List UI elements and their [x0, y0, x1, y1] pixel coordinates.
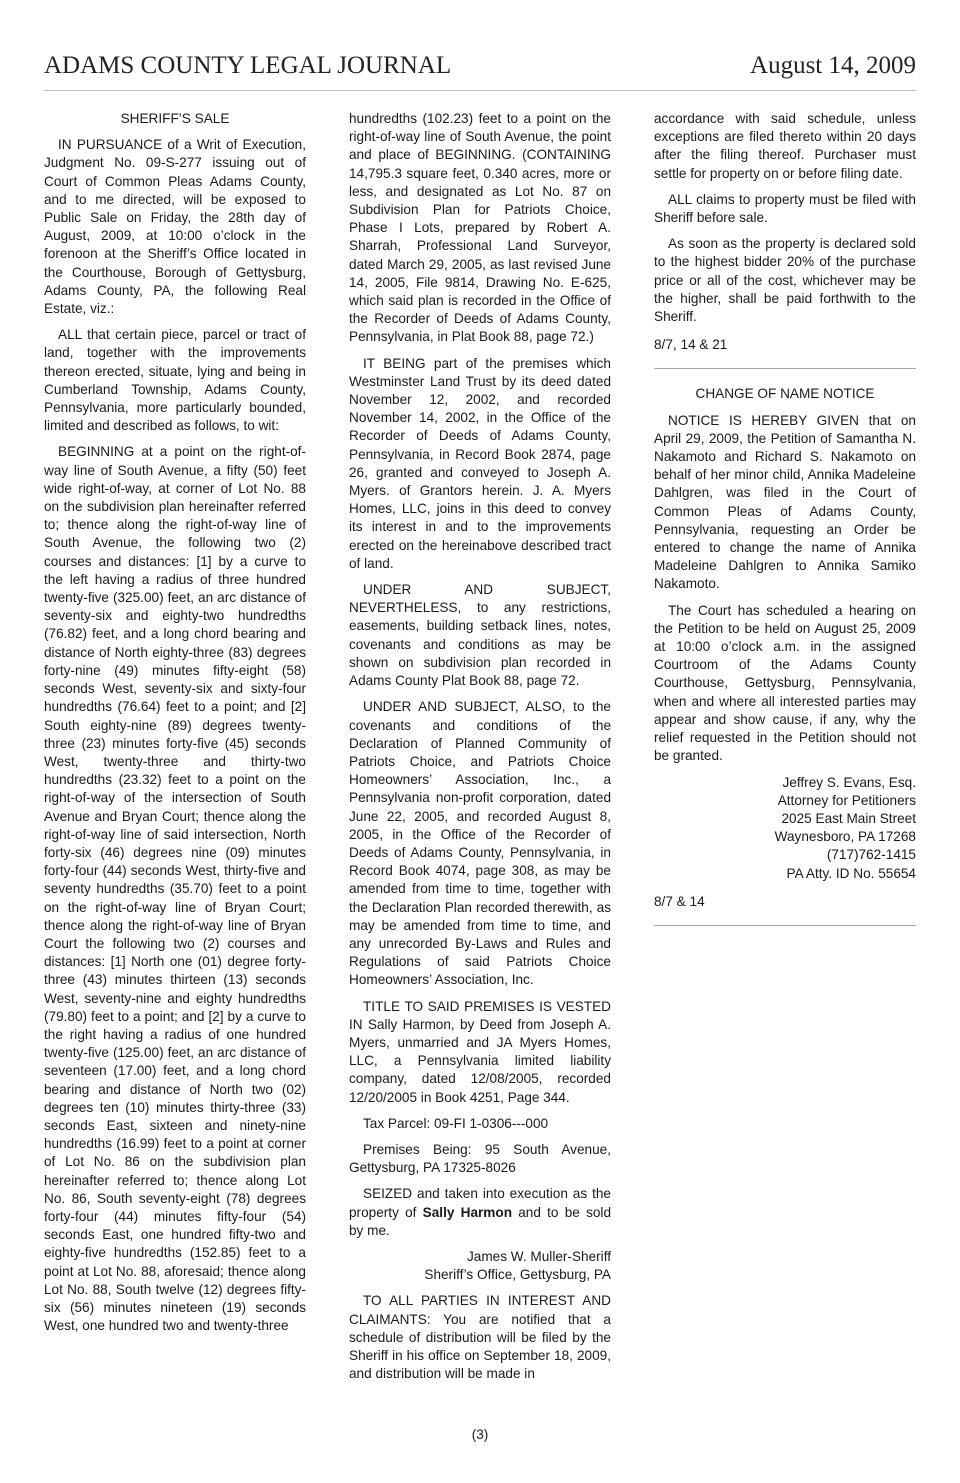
masthead-divider [44, 90, 916, 91]
sheriff-sale-paragraph-13: As soon as the property is declared sold to the highest bidder 20% of the purchase price or all of the cost, whichever may be the higher, shall be paid forthwith to the Sheriff. [654, 236, 916, 325]
column-3 [654, 110, 916, 942]
name-change-heading: CHANGE OF NAME NOTICE [695, 386, 875, 402]
sheriff-sale-paragraph-2: ALL that certain piece, parcel or tract of land, together with the improvements thereon erected, situate, lying and being in Cumberland Township, Adams County, Pennsylvania, more particularly bounded, limited and described as follows, to wit: [44, 327, 306, 434]
sheriff-sale-paragraph-7: TITLE TO SAID PREMISES IS VESTED IN Sally Harmon, by Deed from Joseph A. Myers, unmarried and JA Myers Homes, LLC, a Pennsylvania limited liability company, dated 12/08/2005, recorded 12/20/2005 in Book 4251, Page 344. [349, 998, 611, 1105]
defendant-name: Sally Harmon [422, 1204, 513, 1220]
claimants-notice-part-1: TO ALL PARTIES IN INTEREST AND CLAIMANTS: You are notified that a schedule of distribution will be filed by the Sheriff in his office on September 18, 2009, and distribution will be made in [349, 1293, 611, 1382]
sheriff-sale-paragraph-1: IN PURSUANCE of a Writ of Execution, Judgment No. 09-S-277 issuing out of Court of Common Pleas Adams County, and to me directed, will be exposed to Public Sale on Friday, the 28th day of August, 2009, at 10:00 o’clock in the forenoon at the Sheriff’s Office located in the Courthouse, Borough of Gettysburg, Adams County, PA, the following Real Estate, viz.: [44, 137, 306, 317]
sheriff-sale-paragraph-4: IT BEING part of the premises which Westminster Land Trust by its deed dated November 12, 2002, and recorded November 14, 2002, in the Office of the Recorder of Deeds of Adams County, Pennsylvania, in Record Book 2874, page 26, granted and conveyed to Joseph A. Myers. of Grantors herein. J. A. Myers Homes, LLC, joins in this deed to convey its interest in and to the improvements erected on the hereinabove described tract of land. [349, 355, 611, 571]
masthead [44, 52, 916, 80]
name-change-paragraph-1: NOTICE IS HEREBY GIVEN that on April 29, 2009, the Petition of Samantha N. Nakamoto and Richard S. Nakamoto on behalf of her minor child, Annika Madeleine Dahlgren, was filed in the Court of Common Pleas of Adams County, Pennsylvania, requesting an Order be entered to change the name of Annika Madeleine Dahlgren to Annika Samiko Nakamoto. [654, 412, 916, 592]
attorney-line: Waynesboro, PA 17268 [774, 829, 916, 845]
end-divider [654, 925, 916, 926]
issue-date: August 14, 2009 [750, 52, 916, 79]
sheriff-sale-run-dates: 8/7, 14 & 21 [654, 337, 728, 353]
legal-description-part-1: BEGINNING at a point on the right-of-way line of South Avenue, a fifty (50) feet wide right-of-way, at corner of Lot No. 88 on the subdivision plan hereinafter referred to; thence along the right-of-way line of South Avenue, the following two (2) courses and distances: [1] by a curve to the left having a radius of three hundred twenty-five (325.00) feet, an arc distance of seventy-six and eighty-two hundredths (76.82) feet, and a long chord bearing and distance of North eighty-three (83) degrees forty-nine (49) minutes fifty-eight (58) seconds West, seventy-six and sixty-four hundredths (76.64) feet to a point; and [2] South eighty-nine (89) degrees twenty-three (23) minutes forty-five (45) seconds West, twenty-three and thirty-two hundredths (23.32) feet to a point on the right-of-way of the intersection of South Avenue and Bryan Court; thence along the right-of-way line of said intersection, North forty-six (46) degrees nine (09) minutes forty-four (44) seconds West, thirty-five and seventy hundredths (35.70) feet to a point on the right-of-way line of Bryan Court; thence along the right-of-way line of Bryan Court the following two (2) courses and distances: [1] North one (01) degree forty-three (43) minutes thirteen (13) seconds West, seventy-nine and eighty hundredths (79.80) feet to a point; and [2] by a curve to the right having a radius of one hundred twenty-five (125.00) feet, an arc distance of seventeen (17.00) feet, and a long chord bearing and distance of North two (02) degrees ten (10) minutes thirty-three (33) seconds East, sixteen and ninety-nine hundredths (16.99) feet to a point at corner of Lot No. 86 on the subdivision plan hereinafter referred to; thence along Lot No. 86, South seventy-eight (78) degrees forty-four (44) minutes fifty-four (54) seconds East, one hundred fifty-two and eighty-five hundredths (152.85) feet to a point at Lot No. 88, aforesaid; thence along Lot No. 88, South twelve (12) degrees fifty-six (56) minutes nineteen (19) seconds West, one hundred two and twenty-three [44, 444, 306, 1334]
attorney-line: PA Atty. ID No. 55654 [786, 865, 916, 881]
claimants-notice [349, 1292, 611, 1383]
publication-title: ADAMS COUNTY LEGAL JOURNAL [44, 52, 452, 79]
sheriff-sale-heading: SHERIFF’S SALE [120, 111, 230, 126]
name-change-run-dates: 8/7 & 14 [654, 893, 705, 909]
claimants-notice-continued [654, 110, 916, 183]
notice-divider [654, 368, 916, 369]
claimants-notice-part-2: accordance with said schedule, unless exceptions are filed thereto within 20 days after the filing thereof. Purchaser must settle for property on or before filing date. [654, 111, 916, 181]
sheriff-signature [349, 1248, 611, 1284]
sheriff-name: James W. Muller-Sheriff [466, 1248, 611, 1264]
sheriff-sale-description-continued [349, 110, 611, 347]
sheriff-office: Sheriff’s Office, Gettysburg, PA [424, 1267, 611, 1283]
attorney-signature [654, 774, 916, 883]
sheriff-sale-paragraph-5: UNDER AND SUBJECT, NEVERTHELESS, to any restrictions, easements, building setback lines, notes, covenants and conditions as may be shown on subdivision plan recorded in Adams County Plat Book 88, page 72. [349, 582, 611, 689]
seizure-statement: SEIZED and taken into execution as the property of Sally Harmon and to be sold by me. [349, 1186, 612, 1238]
column-2 [349, 110, 611, 1391]
attorney-line: Attorney for Petitioners [777, 792, 916, 808]
tax-parcel: Tax Parcel: 09-FI 1-0306---000 [363, 1115, 549, 1131]
sheriff-sale-paragraph-6: UNDER AND SUBJECT, ALSO, to the covenants and conditions of the Declaration of Planned Community of Patriots Choice, and Patriots Choice Homeowners’ Association, Inc., a Pennsylvania non-profit corporation, dated June 22, 2005, and recorded August 8, 2005, in the Office of the Recorder of Deeds of Adams County, Pennsylvania, in Record Book 4074, page 308, as may be amended from time to time, together with the Declaration Plan recorded therewith, as may be amended from time to time, and any unrecorded By-Laws and Rules and Regulations of said Patriots Choice Homeowners’ Association, Inc. [349, 699, 611, 988]
sheriff-sale-description [44, 443, 306, 1335]
attorney-line: Jeffrey S. Evans, Esq. [782, 774, 916, 790]
attorney-line: (717)762-1415 [826, 847, 916, 863]
name-change-paragraph-2: The Court has scheduled a hearing on the Petition to be held on August 25, 2009 at 10:00 o’clock a.m. in the assigned Courtroom of the Adams County Courthouse, Gettysburg, Pennsylvania, when and where all interested parties may appear and show cause, if any, why the relief requested in the Petition should not be granted. [654, 602, 916, 764]
legal-description-part-2: hundredths (102.23) feet to a point on the right-of-way line of South Avenue, the point and place of BEGINNING. (CONTAINING 14,795.3 square feet, 0.340 acres, more or less, and designated as Lot No. 87 on Subdivision Plan for Patriots Choice, Phase I Lots, prepared by Robert A. Sharrah, Professional Land Surveyor, dated March 29, 2005, as last revised June 14, 2005, File 9814, Drawing No. E-625, which said plan is recorded in the Office of the Recorder of Deeds of Adams County, Pennsylvania, in Plat Book 88, page 72.) [349, 111, 611, 345]
page-number: (3) [471, 1427, 489, 1442]
attorney-line: 2025 East Main Street [781, 810, 916, 826]
column-1 [44, 110, 306, 1343]
premises-address: Premises Being: 95 South Avenue, Gettysburg, PA 17325-8026 [349, 1141, 611, 1176]
sheriff-sale-paragraph-12: ALL claims to property must be filed with Sheriff before sale. [654, 191, 916, 226]
